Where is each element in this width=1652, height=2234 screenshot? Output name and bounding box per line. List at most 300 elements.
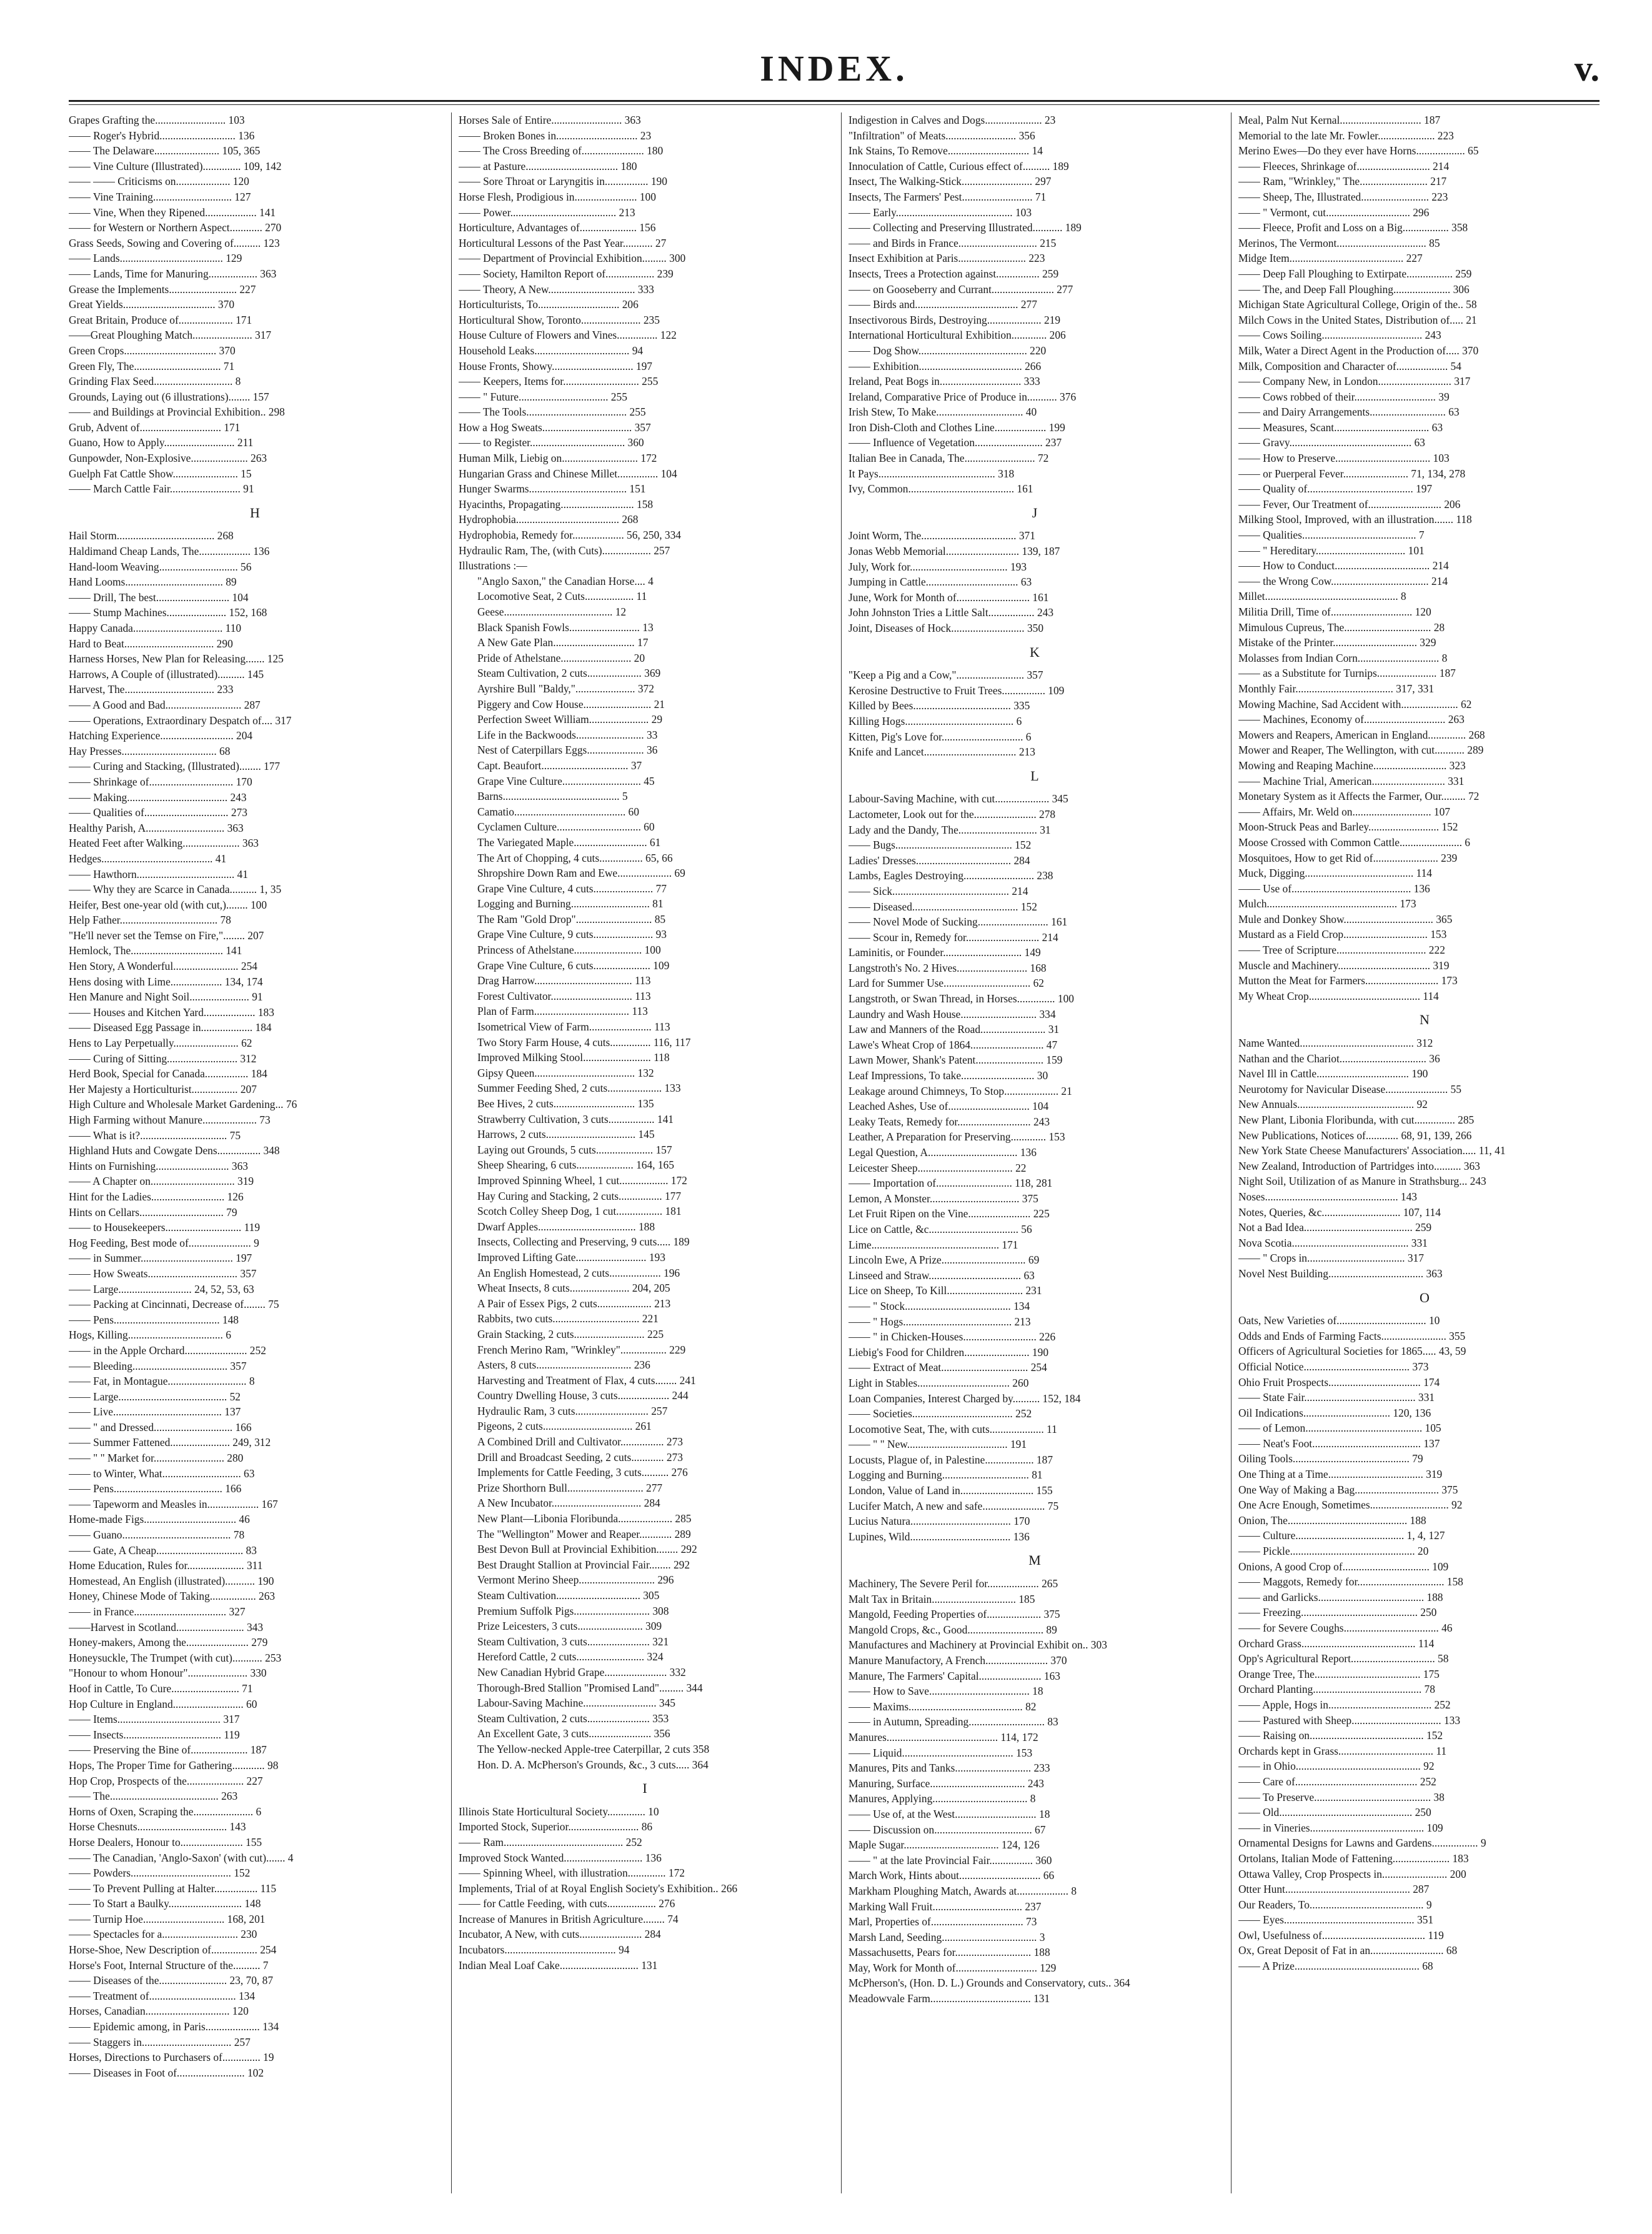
index-entry: New York State Cheese Manufacturers' Association..... 11, 41	[1238, 1144, 1506, 1157]
index-entry: —— and Dairy Arrangements............................ 63	[1238, 406, 1460, 419]
index-entry: Not a Bad Idea........................................ 259	[1238, 1221, 1432, 1234]
index-entry: New Annuals........................................... 92	[1238, 1098, 1428, 1111]
index-entry: Oiling Tools........................................... 79	[1238, 1452, 1423, 1465]
index-entry: Lady and the Dandy, The............................. 31	[848, 823, 1051, 836]
index-entry: An English Homestead, 2 cuts................... 196	[477, 1266, 680, 1279]
index-entry: Milk, Water a Direct Agent in the Production of..... 370	[1238, 344, 1479, 357]
index-entry: Lemon, A Monster................................. 375	[848, 1192, 1038, 1205]
index-entry: Prize Shorthorn Bull............................ 277	[477, 1481, 663, 1494]
index-entry: Hens to Lay Perpetually........................ 62	[69, 1037, 252, 1050]
index-entry: Mistake of the Printer............................... 329	[1238, 636, 1436, 649]
index-entry: —— Machines, Economy of.............................. 263	[1238, 713, 1465, 726]
index-entry: Scotch Colley Sheep Dog, 1 cut................. 181	[477, 1205, 682, 1218]
index-entry: Premium Suffolk Pigs............................ 308	[477, 1604, 669, 1617]
index-entry: —— Maxims.......................................... 82	[848, 1700, 1037, 1713]
index-entry: Merinos, The Vermont................................. 85	[1238, 236, 1440, 249]
index-entry: Mulch................................................ 173	[1238, 897, 1416, 910]
index-entry: —— Liquid......................................... 153	[848, 1746, 1033, 1759]
index-entry: One Way of Making a Bag............................... 375	[1238, 1483, 1458, 1496]
index-entry: Lawn Mower, Shank's Patent......................... 159	[848, 1054, 1063, 1067]
index-entry: Mosquitoes, How to get Rid of........................ 239	[1238, 851, 1458, 864]
index-entry: —— on Gooseberry and Currant....................... 277	[848, 282, 1073, 296]
index-entry: Horticultural Show, Toronto...................... 235	[459, 313, 660, 326]
index-entry: Manufactures and Machinery at Provincial Exhibit on.. 303	[848, 1638, 1107, 1652]
index-entry: —— March Cattle Fair.......................... 91	[69, 482, 254, 496]
index-entry: —— Summer Fattened...................... 249, 312	[69, 1436, 271, 1449]
index-entry: June, Work for Month of........................... 161	[848, 591, 1049, 604]
index-entry: —— —— Criticisms on.................... 120	[69, 175, 249, 188]
index-entry: High Farming without Manure.................... 73	[69, 1114, 271, 1126]
index-entry: Orchard Planting........................................ 78	[1238, 1683, 1435, 1696]
index-entry: Two Story Farm House, 4 cuts............... 116, 117	[477, 1035, 691, 1049]
index-entry: Plan of Farm................................... 113	[477, 1005, 648, 1018]
index-entry: —— Exhibition...................................... 266	[848, 359, 1042, 372]
index-entry: Locomotive Seat, The, with cuts.................... 11	[848, 1422, 1057, 1435]
index-entry: John Johnston Tries a Little Salt................. 243	[848, 606, 1054, 619]
index-entry: Grape Vine Culture, 9 cuts...................... 93	[477, 928, 667, 941]
index-entry: Insects, The Farmers' Pest.......................... 71	[848, 190, 1047, 203]
index-entry: —— " " New..................................... 191	[848, 1438, 1027, 1451]
index-entry: Grub, Advent of.............................. 171	[69, 421, 241, 434]
index-entry: Ottawa Valley, Crop Prospects in........................ 200	[1238, 1867, 1466, 1880]
index-entry: Linseed and Straw.................................. 63	[848, 1269, 1035, 1282]
index-entry: Millet................................................. 8	[1238, 590, 1406, 603]
index-entry: —— Lands...................................... 129	[69, 252, 242, 265]
index-column-1	[69, 112, 442, 2200]
index-entry: Onions, A good Crop of................................ 109	[1238, 1560, 1449, 1573]
index-entry: Home Education, Rules for..................... 311	[69, 1559, 263, 1572]
index-entry: Steam Cultivation, 2 cuts.................... 369	[477, 667, 661, 680]
index-entry: Piggery and Cow House......................... 21	[477, 697, 665, 711]
index-entry: Onion, The............................................ 188	[1238, 1513, 1426, 1527]
index-entry: Hunger Swarms.................................... 151	[459, 482, 646, 496]
index-entry: McPherson's, (Hon. D. L.) Grounds and Conservatory, cuts.. 364	[848, 1977, 1130, 1990]
index-entry: Lucifer Match, A new and safe....................... 75	[848, 1499, 1059, 1512]
index-entry: —— Apple, Hogs in...................................... 252	[1238, 1698, 1451, 1711]
index-entry: —— Fleece, Profit and Loss on a Big................. 358	[1238, 221, 1468, 234]
index-entry: Incubators......................................... 94	[459, 1943, 630, 1957]
index-entry: Homestead, An English (illustrated)........... 190	[69, 1574, 274, 1587]
index-entry: Hints on Furnishing........................... 363	[69, 1159, 248, 1172]
index-entry: Best Draught Stallion at Provincial Fair........ 292	[477, 1558, 690, 1571]
index-entry: Mangold Crops, &c., Good............................ 89	[848, 1623, 1057, 1636]
index-entry: —— Maggots, Remedy for................................ 158	[1238, 1575, 1463, 1588]
index-entry: Manures, Pits and Tanks............................ 233	[848, 1762, 1050, 1775]
index-entry: —— Large........................... 24, 52, 53, 63	[69, 1282, 254, 1295]
index-entry: Iron Dish-Cloth and Clothes Line................... 199	[848, 421, 1065, 434]
page-header	[69, 42, 1600, 99]
index-entry: —— in France.................................. 327	[69, 1605, 246, 1618]
index-entry: —— Company New, in London........................... 317	[1238, 375, 1471, 388]
index-entry: Grapes Grafting the.......................... 103	[69, 114, 245, 126]
index-entry: Prize Leicesters, 3 cuts........................ 309	[477, 1620, 662, 1633]
index-entry: Hens dosing with Lime................... 134, 174	[69, 975, 263, 988]
index-entry: Langstroth's No. 2 Hives.......................... 168	[848, 961, 1047, 974]
index-entry: Grape Vine Culture, 6 cuts..................... 109	[477, 959, 670, 972]
index-entry: Loan Companies, Interest Charged by.......... 152, 184	[848, 1392, 1081, 1405]
index-entry: —— Pastured with Sheep................................. 133	[1238, 1713, 1461, 1727]
index-entry: —— or Puerperal Fever........................ 71, 134, 278	[1238, 467, 1466, 480]
index-entry: Mowing and Reaping Machine........................... 323	[1238, 759, 1466, 772]
index-entry: Green Crops.................................. 370	[69, 344, 236, 357]
index-entry: Leached Ashes, Use of.............................. 104	[848, 1100, 1049, 1113]
index-entry: Ohio Fruit Prospects.................................. 174	[1238, 1375, 1440, 1389]
index-entry: Ivy, Common....................................... 161	[848, 482, 1033, 496]
index-entry: Milking Stool, Improved, with an illustration....... 118	[1238, 513, 1472, 526]
index-entry: "Honour to whom Honour"...................... 330	[69, 1667, 267, 1680]
index-entry: Notes, Queries, &c............................. 107, 114	[1238, 1205, 1441, 1219]
index-entry: Insectivorous Birds, Destroying.................... 219	[848, 313, 1061, 326]
index-entry: Grape Vine Culture............................. 45	[477, 774, 655, 787]
index-entry: Help Father.................................... 78	[69, 914, 231, 927]
index-entry: —— " Hereditary................................. 101	[1238, 544, 1425, 557]
section-heading: L	[1030, 767, 1040, 784]
index-entry: Improved Milking Stool......................... 118	[477, 1051, 670, 1064]
index-entry: Nathan and the Chariot................................ 36	[1238, 1052, 1440, 1065]
index-entry: —— To Preserve........................................... 38	[1238, 1790, 1445, 1803]
index-entry: Rabbits, two cuts................................ 221	[477, 1312, 659, 1325]
index-entry: Ink Stains, To Remove.............................. 14	[848, 144, 1043, 157]
index-entry: Hemlock, The.................................. 141	[69, 944, 242, 957]
index-entry: Manures......................................... 114, 172	[848, 1730, 1038, 1743]
index-entry: New Plant, Libonia Floribunda, with cut............... 285	[1238, 1114, 1475, 1126]
index-entry: Horticultural Lessons of the Past Year........... 27	[459, 236, 667, 249]
index-entry: Harrows, A Couple of (illustrated).......... 145	[69, 667, 264, 681]
section-heading: H	[250, 504, 261, 521]
index-entry: Hydraulic Ram, 3 cuts........................... 257	[477, 1404, 668, 1417]
index-entry: Healthy Parish, A............................. 363	[69, 821, 244, 834]
index-entry: —— in Summer.................................. 197	[69, 1252, 252, 1265]
index-entry: Hand Looms.................................... 89	[69, 576, 237, 589]
index-entry: —— Cows robbed of their.............................. 39	[1238, 390, 1450, 403]
index-entry: —— Live........................................ 137	[69, 1405, 241, 1419]
index-entry: Harvest, The................................. 233	[69, 683, 234, 696]
index-entry: —— in Vineries.......................................... 109	[1238, 1821, 1443, 1834]
index-entry: Horse-Shoe, New Description of................. 254	[69, 1943, 277, 1957]
index-entry: Leakage around Chimneys, To Stop.................... 21	[848, 1084, 1072, 1097]
index-entry: Nest of Caterpillars Eggs..................... 36	[477, 744, 658, 757]
index-entry: Hyacinths, Propagating........................... 158	[459, 497, 654, 511]
index-entry: My Wheat Crop......................................... 114	[1238, 989, 1439, 1002]
index-entry: Steam Cultivation............................... 305	[477, 1589, 660, 1602]
index-entry: —— Pens....................................... 148	[69, 1313, 239, 1326]
index-entry: Navel Ill in Cattle.................................. 190	[1238, 1067, 1428, 1080]
index-entry: Kitten, Pig's Love for.............................. 6	[848, 730, 1032, 743]
index-entry: —— Lands, Time for Manuring.................. 363	[69, 267, 277, 280]
index-entry: Harness Horses, New Plan for Releasing....... 125	[69, 652, 284, 666]
index-entry: —— Theory, A New................................ 333	[459, 282, 654, 296]
index-entry: High Culture and Wholesale Market Gardening... 76	[69, 1098, 297, 1111]
index-entry: Mangold, Feeding Properties of.................... 375	[848, 1608, 1060, 1621]
index-entry: Logging and Burning............................. 81	[477, 897, 664, 910]
column-divider	[1231, 112, 1232, 2193]
index-entry: —— in Ohio.............................................. 92	[1238, 1760, 1435, 1773]
index-entry: Honeysuckle, The Trumpet (with cut)........... 253	[69, 1651, 282, 1664]
index-entry: Mutton the Meat for Farmers........................... 173	[1238, 974, 1458, 987]
index-entry: —— How to Conduct................................... 214	[1238, 559, 1449, 572]
index-entry: Horse Chesnuts................................. 143	[69, 1820, 246, 1833]
index-entry: Joint, Diseases of Hock........................... 350	[848, 622, 1044, 634]
header-rule	[69, 100, 1600, 105]
index-entry: Logging and Burning................................ 81	[848, 1469, 1043, 1482]
index-entry: Oil Indications................................ 120, 136	[1238, 1406, 1431, 1419]
index-entry: Drag Harrow.................................... 113	[477, 974, 651, 987]
index-column-3	[848, 112, 1222, 2200]
index-entry: London, Value of Land in........................... 155	[848, 1484, 1053, 1497]
index-entry: —— Society, Hamilton Report of.................. 239	[459, 267, 674, 280]
index-entry: "Keep a Pig and a Cow,"......................... 357	[848, 669, 1043, 682]
index-entry: —— To Prevent Pulling at Halter................ 115	[69, 1882, 277, 1895]
index-entry: Lice on Sheep, To Kill............................ 231	[848, 1284, 1042, 1297]
index-entry: Lice on Cattle, &c................................. 56	[848, 1222, 1032, 1235]
index-entry: The Variegated Maple........................... 61	[477, 835, 661, 849]
index-entry: —— Gate, A Cheap................................ 83	[69, 1543, 257, 1557]
index-entry: —— A Prize.............................................. 68	[1238, 1960, 1433, 1973]
index-entry: Her Majesty a Horticulturist................. 207	[69, 1082, 257, 1095]
index-entry: Highland Huts and Cowgate Dens................ 348	[69, 1144, 280, 1157]
index-entry: Grounds, Laying out (6 illustrations)........ 157	[69, 390, 269, 403]
index-entry: —— Diseases in Foot of......................... 102	[69, 2066, 264, 2079]
index-entry: Hatching Experience........................... 204	[69, 729, 253, 742]
index-entry: —— Diseases of the......................... 23, 70, 87	[69, 1974, 274, 1987]
index-column-4	[1238, 112, 1612, 2200]
index-entry: —— Ram............................................ 252	[459, 1835, 642, 1848]
index-entry: Ayrshire Bull "Baldy,"...................... 372	[477, 682, 654, 695]
index-entry: —— Keepers, Items for............................ 255	[459, 375, 659, 388]
index-entry: —— Broken Bones in.............................. 23	[459, 129, 652, 142]
index-entry: Knife and Lancet.................................. 213	[848, 745, 1035, 759]
index-entry: Orange Tree, The....................................... 175	[1238, 1667, 1440, 1680]
index-entry: Gunpowder, Non-Explosive..................... 263	[69, 452, 267, 465]
index-entry: Otter Hunt.............................................. 287	[1238, 1883, 1430, 1896]
index-entry: Machinery, The Severe Peril for................... 265	[848, 1577, 1058, 1590]
index-entry: —— Sore Throat or Laryngitis in................ 190	[459, 175, 667, 188]
index-entry: —— Tapeworm and Measles in................... 167	[69, 1497, 278, 1510]
index-entry: —— Hawthorn.................................... 41	[69, 867, 248, 880]
index-entry: Hydrophobia...................................... 268	[459, 513, 639, 526]
index-entry: Imported Stock, Superior.......................... 86	[459, 1820, 653, 1833]
index-entry: Killed by Bees.................................... 335	[848, 699, 1030, 712]
index-entry: —— The Canadian, 'Anglo-Saxon' (with cut)....... 4	[69, 1851, 294, 1864]
index-entry: Novel Nest Building................................... 363	[1238, 1267, 1443, 1280]
index-entry: Household Leaks................................... 94	[459, 344, 644, 357]
index-entry: A New Incubator................................. 284	[477, 1497, 660, 1510]
index-entry: Leicester Sheep................................... 22	[848, 1161, 1027, 1174]
index-entry: —— Roger's Hybrid............................ 136	[69, 129, 255, 142]
index-entry: —— Bugs........................................... 152	[848, 839, 1032, 852]
index-entry: —— the Wrong Cow.................................... 214	[1238, 574, 1448, 587]
index-entry: —— Pens........................................ 166	[69, 1482, 242, 1495]
index-entry: —— Preserving the Bine of..................... 187	[69, 1743, 267, 1757]
index-entry: Hog Feeding, Best mode of....................... 9	[69, 1236, 259, 1249]
index-entry: Leaf Impressions, To take........................... 30	[848, 1069, 1048, 1082]
index-columns	[69, 112, 1600, 2200]
index-entry: Meal, Palm Nut Kernal.............................. 187	[1238, 114, 1441, 126]
index-entry: Heifer, Best one-year old (with cut,)........ 100	[69, 898, 267, 911]
index-entry: —— Fever, Our Treatment of........................... 206	[1238, 497, 1461, 511]
index-entry: —— How Sweats................................. 357	[69, 1267, 257, 1280]
index-entry: —— as a Substitute for Turnips...................... 187	[1238, 667, 1456, 680]
index-entry: —— Department of Provincial Exhibition......... 300	[459, 252, 686, 265]
index-entry: —— Diseased....................................... 152	[848, 900, 1037, 913]
index-entry: —— Large........................................ 52	[69, 1390, 241, 1403]
index-entry: House Fronts, Showy.............................. 197	[459, 359, 652, 372]
index-entry: Horses, Canadian............................... 120	[69, 2005, 249, 2018]
index-entry: Ox, Great Deposit of Fat in an........................... 68	[1238, 1944, 1458, 1957]
index-entry: —— " in Chicken-Houses........................... 226	[848, 1330, 1056, 1344]
index-entry: Hen Manure and Night Soil...................... 91	[69, 990, 263, 1004]
index-entry: Meadowvale Farm..................................... 131	[848, 1992, 1050, 2005]
index-entry: Guano, How to Apply.......................... 211	[69, 436, 254, 449]
index-entry: —— Use of............................................ 136	[1238, 882, 1430, 895]
index-entry: Strawberry Cultivation, 3 cuts................. 141	[477, 1112, 674, 1125]
index-entry: —— Affairs, Mr. Weld on............................. 107	[1238, 805, 1450, 818]
index-entry: —— Houses and Kitchen Yard................... 183	[69, 1005, 274, 1019]
index-entry: —— Ram, "Wrinkley," The......................... 217	[1238, 175, 1447, 188]
index-entry: Let Fruit Ripen on the Vine....................... 225	[848, 1207, 1050, 1220]
index-entry: Dwarf Apples.................................... 188	[477, 1220, 655, 1233]
index-entry: —— " at the late Provincial Fair................ 360	[848, 1853, 1052, 1867]
index-entry: —— Novel Mode of Sucking.......................... 161	[848, 915, 1068, 929]
index-entry: —— " " Market for.......................... 280	[69, 1452, 244, 1465]
index-entry: Labour-Saving Machine, with cut.................... 345	[848, 792, 1068, 805]
index-entry: —— Extract of Meat................................ 254	[848, 1361, 1047, 1374]
index-entry: New Plant—Libonia Floribunda.................... 285	[477, 1512, 692, 1525]
index-entry: Langstroth, or Swan Thread, in Horses.............. 100	[848, 992, 1074, 1005]
index-entry: Hydraulic Ram, The, (with Cuts).................. 257	[459, 544, 670, 557]
index-entry: Indian Meal Loaf Cake............................. 131	[459, 1958, 658, 1972]
index-entry: Illustrations :—	[459, 559, 527, 572]
index-entry: —— Stump Machines...................... 152, 168	[69, 606, 267, 619]
index-entry: Lucius Natura..................................... 170	[848, 1515, 1030, 1528]
index-entry: —— Bleeding................................... 357	[69, 1359, 247, 1372]
section-heading: M	[1028, 1552, 1042, 1568]
index-entry: Hay Presses................................... 68	[69, 744, 231, 757]
index-entry: Sheep Shearing, 6 cuts..................... 164, 165	[477, 1159, 674, 1172]
index-entry: —— Influence of Vegetation......................... 237	[848, 436, 1062, 449]
index-entry: Hand-loom Weaving............................. 56	[69, 560, 252, 573]
index-entry: Ireland, Peat Bogs in.............................. 333	[848, 375, 1040, 388]
index-entry: —— Culture........................................ 1, 4, 127	[1238, 1529, 1445, 1542]
index-entry: Guelph Fat Cattle Show........................ 15	[69, 467, 252, 480]
index-entry: Hay Curing and Stacking, 2 cuts................ 177	[477, 1189, 682, 1202]
index-entry: —— Why they are Scarce in Canada.......... 1, 35	[69, 883, 282, 896]
index-entry: —— Machine Trial, American........................... 331	[1238, 774, 1465, 787]
index-entry: International Horticultural Exhibition............. 206	[848, 329, 1066, 342]
index-entry: Nova Scotia........................................... 331	[1238, 1236, 1428, 1249]
index-entry: Mimulous Cupreus, The................................ 28	[1238, 621, 1445, 634]
index-entry: Home-made Figs.................................. 46	[69, 1513, 250, 1526]
index-entry: Laundry and Wash House............................ 334	[848, 1007, 1056, 1020]
index-entry: Name Wanted.......................................... 312	[1238, 1037, 1433, 1050]
index-entry: —— Shrinkage of............................... 170	[69, 775, 252, 788]
index-entry: Mowers and Reapers, American in England.............. 268	[1238, 728, 1485, 741]
index-entry: —— Curing and Stacking, (Illustrated)........ 177	[69, 760, 281, 773]
index-entry: Monthly Fair.................................... 317, 331	[1238, 682, 1435, 695]
section-heading: J	[1032, 504, 1039, 521]
index-entry: Muck, Digging........................................ 114	[1238, 867, 1432, 880]
index-entry: Hoof in Cattle, To Cure......................... 71	[69, 1682, 253, 1695]
index-entry: —— to Housekeepers............................ 119	[69, 1221, 261, 1234]
index-entry: Improved Spinning Wheel, 1 cut.................. 172	[477, 1174, 687, 1187]
index-entry: Hungarian Grass and Chinese Millet............... 104	[459, 467, 677, 480]
index-entry: Manure, The Farmers' Capital....................... 163	[848, 1669, 1060, 1682]
index-entry: Joint Worm, The................................... 371	[848, 529, 1035, 542]
index-entry: Horses, Directions to Purchasers of.............. 19	[69, 2051, 274, 2064]
index-entry: Increase of Manures in British Agriculture........ 74	[459, 1912, 679, 1925]
index-entry: Cyclamen Culture............................... 60	[477, 820, 655, 834]
index-entry: A Combined Drill and Cultivator................ 273	[477, 1435, 683, 1449]
index-entry: ——Harvest in Scotland......................... 343	[69, 1620, 264, 1633]
index-entry: —— Diseased Egg Passage in................... 184	[69, 1021, 272, 1034]
index-entry: —— to Register................................... 360	[459, 436, 644, 449]
index-entry: Mule and Donkey Show................................. 365	[1238, 912, 1453, 925]
index-entry: —— Neat's Foot........................................ 137	[1238, 1437, 1440, 1450]
index-entry: Hop Crop, Prospects of the..................... 227	[69, 1774, 263, 1787]
index-entry: Hogs, Killing................................... 6	[69, 1329, 231, 1342]
index-entry: French Merino Ram, "Wrinkley"................. 229	[477, 1343, 686, 1356]
index-entry: Hon. D. A. McPherson's Grounds, &c., 3 cuts..... 364	[477, 1758, 709, 1771]
index-entry: Ireland, Comparative Price of Produce in........... 376	[848, 390, 1077, 403]
index-entry: —— " Stock....................................... 134	[848, 1299, 1030, 1312]
index-entry: Maple Sugar................................... 124, 126	[848, 1838, 1040, 1852]
index-entry: Horse Flesh, Prodigious in....................... 100	[459, 190, 656, 203]
index-entry: Honey, Chinese Mode of Taking................. 263	[69, 1590, 276, 1603]
index-entry: —— Tree of Scripture................................. 222	[1238, 944, 1445, 957]
index-entry: The Ram "Gold Drop"............................ 85	[477, 912, 666, 925]
index-entry: Innoculation of Cattle, Curious effect of.......... 189	[848, 159, 1069, 172]
section-heading: K	[1030, 644, 1041, 660]
index-entry: Pigeons, 2 cuts................................. 261	[477, 1420, 652, 1433]
index-entry: Asters, 8 cuts................................... 236	[477, 1359, 650, 1372]
index-entry: Lard for Summer Use................................ 62	[848, 977, 1044, 990]
index-entry: Massachusetts, Pears for............................ 188	[848, 1946, 1050, 1959]
index-entry: Horns of Oxen, Scraping the...................... 6	[69, 1805, 262, 1818]
index-entry: "Anglo Saxon," the Canadian Horse.... 4	[477, 574, 654, 587]
index-entry: Orchard Grass.......................................... 114	[1238, 1637, 1435, 1650]
index-entry: —— " Future................................. 255	[459, 390, 627, 403]
index-entry: Molasses from Indian Corn.............................. 8	[1238, 651, 1448, 664]
index-entry: Lime............................................... 171	[848, 1238, 1018, 1251]
index-entry: —— for Severe Coughs................................... 46	[1238, 1622, 1453, 1634]
index-entry: Milch Cows in the United States, Distribution of..... 21	[1238, 313, 1477, 326]
index-entry: Muscle and Machinery.................................. 319	[1238, 959, 1450, 972]
page-title: INDEX.	[760, 48, 908, 89]
index-entry: Hops, The Proper Time for Gathering............ 98	[69, 1758, 279, 1772]
index-entry: —— The, and Deep Fall Ploughing..................... 306	[1238, 282, 1470, 296]
index-entry: Night Soil, Utilization of as Manure in Strathsburg... 243	[1238, 1175, 1486, 1188]
index-entry: A New Gate Plan.............................. 17	[477, 636, 649, 649]
index-entry: Owl, Usefulness of...................................... 119	[1238, 1928, 1444, 1942]
index-entry: Manuring, Surface................................... 243	[848, 1777, 1044, 1790]
index-entry: —— Eyes................................................ 351	[1238, 1913, 1434, 1927]
index-entry: Manures, Applying................................... 8	[848, 1792, 1036, 1805]
index-entry: —— Insects.................................... 119	[69, 1728, 240, 1741]
index-entry: Insect, The Walking-Stick.......................... 297	[848, 175, 1052, 188]
index-entry: Milk, Composition and Character of................... 54	[1238, 359, 1461, 372]
index-entry: Marl, Properties of.................................. 73	[848, 1915, 1037, 1928]
index-entry: —— " Vermont, cut............................... 296	[1238, 206, 1430, 219]
index-entry: Manure Manufactory, A French....................... 370	[848, 1654, 1067, 1667]
index-entry: Leaky Teats, Remedy for........................... 243	[848, 1115, 1050, 1128]
index-entry: Great Britain, Produce of.................... 171	[69, 313, 252, 326]
index-column-2	[459, 112, 832, 2200]
index-entry: —— Qualities of............................... 273	[69, 806, 247, 819]
index-entry: Herd Book, Special for Canada................ 184	[69, 1067, 267, 1080]
index-entry: —— Sick........................................... 214	[848, 884, 1028, 897]
index-entry: —— in Autumn, Spreading............................ 83	[848, 1715, 1058, 1728]
index-entry: May, Work for Month of.............................. 129	[848, 1961, 1057, 1974]
